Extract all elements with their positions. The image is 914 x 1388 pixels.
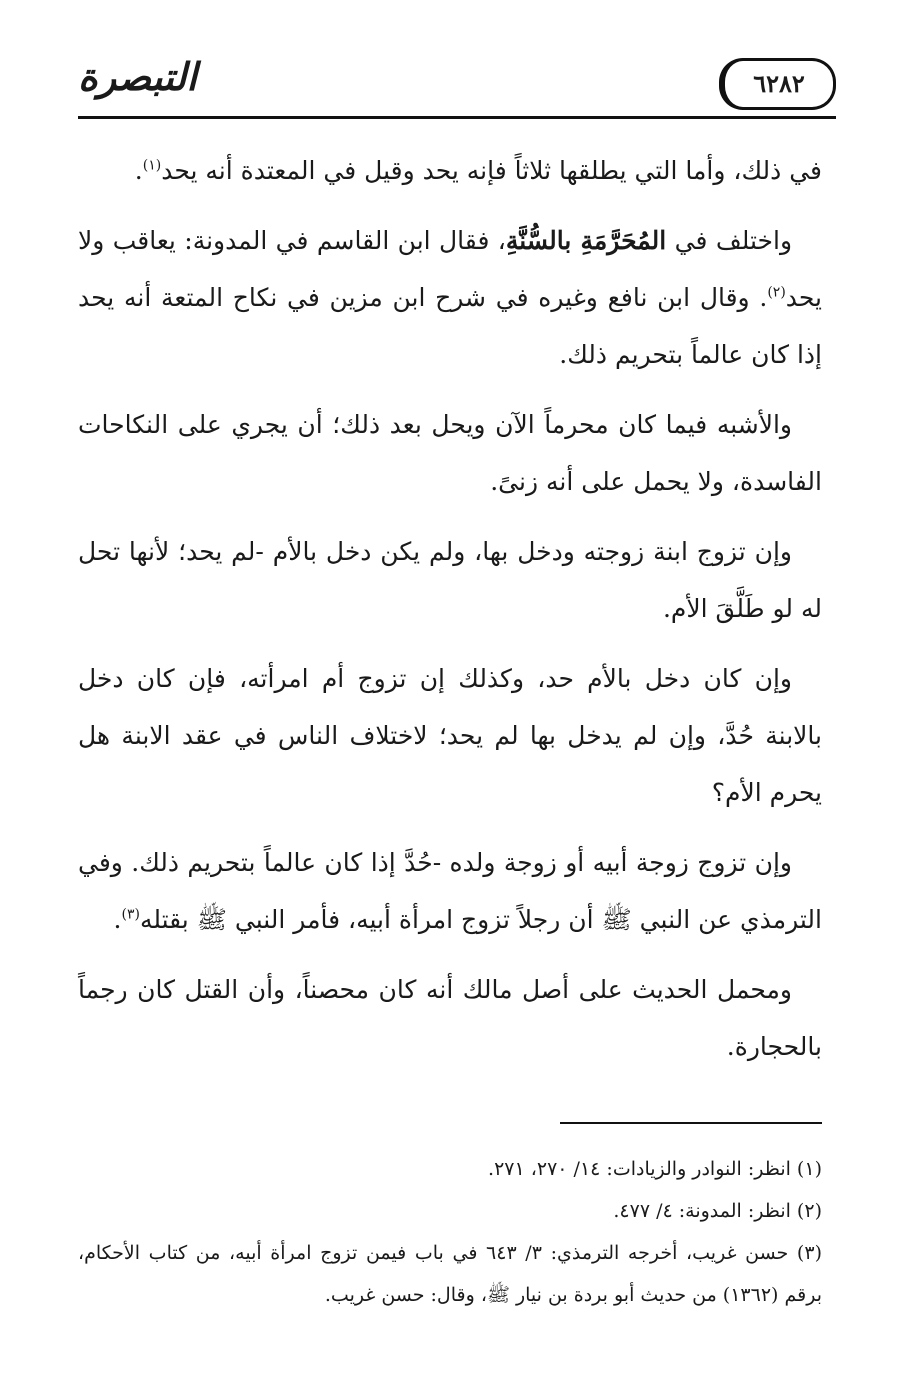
header-rule bbox=[78, 116, 836, 119]
paragraph: في ذلك، وأما التي يطلقها ثلاثاً فإنه يحد وقيل في المعتدة أنه يحد$^{(١)}$. bbox=[134, 156, 822, 185]
paragraph: واختلف في المُحَرَّمَةِ بالسُّنَّةِ، فقال ابن القاسم في المدونة: يعاقب ولا يحد$^{(٢)}$. وقال ابن نافع وغيره في شرح ابن مزين في نكاح المتعة أنه يحد إذا كان عالماً بتحريم ذلك. bbox=[78, 226, 822, 369]
paragraph: ومحمل الحديث على أصل مالك أنه كان محصناً، وأن القتل كان رجماً بالحجارة. bbox=[78, 975, 822, 1061]
book-title: التبصرة bbox=[78, 54, 197, 99]
footnote-ref[interactable]: (٣) bbox=[121, 906, 140, 923]
page-header bbox=[78, 50, 824, 120]
footnotes bbox=[78, 1148, 822, 1316]
footnote-ref[interactable]: (٢) bbox=[767, 284, 786, 301]
paragraph: وإن تزوج زوجة أبيه أو زوجة ولده -حُدَّ إذا كان عالماً بتحريم ذلك. وفي الترمذي عن النبي ﷺ أن رجلاً تزوج امرأة أبيه، فأمر النبي ﷺ بقتله$^{(٣)}$. bbox=[78, 848, 822, 934]
footnote-ref[interactable]: (١) bbox=[142, 157, 162, 174]
main-text bbox=[78, 142, 822, 1088]
paragraph: والأشبه فيما كان محرماً الآن ويحل بعد ذلك؛ أن يجري على النكاحات الفاسدة، ولا يحمل على أنه زنىً. bbox=[78, 410, 822, 496]
footnote: (٣) حسن غريب، أخرجه الترمذي: ٣/ ٦٤٣ في باب فيمن تزوج امرأة أبيه، من كتاب الأحكام، برقم (١٣٦٢) من حديث أبو بردة بن نيار ﷺ، وقال: حسن غريب. bbox=[78, 1242, 822, 1306]
paragraph: وإن كان دخل بالأم حد، وكذلك إن تزوج أم امرأته، فإن كان دخل بالابنة حُدَّ، وإن لم يدخل بها لم يحد؛ لاختلاف الناس في عقد الابنة هل يحرم الأم؟ bbox=[78, 664, 822, 807]
bold-term: المُحَرَّمَةِ بالسُّنَّةِ bbox=[505, 226, 667, 255]
paragraph: وإن تزوج ابنة زوجته ودخل بها، ولم يكن دخل بالأم -لم يحد؛ لأنها تحل له لو طَلَّقَ الأم. bbox=[78, 537, 822, 623]
footnote: (١) انظر: النوادر والزيادات: ١٤/ ٢٧٠، ٢٧١. bbox=[488, 1158, 822, 1180]
footnote-separator bbox=[560, 1122, 822, 1124]
footnote: (٢) انظر: المدونة: ٤/ ٤٧٧. bbox=[613, 1200, 822, 1222]
page-number: ٦٢٨٢ bbox=[719, 58, 836, 110]
